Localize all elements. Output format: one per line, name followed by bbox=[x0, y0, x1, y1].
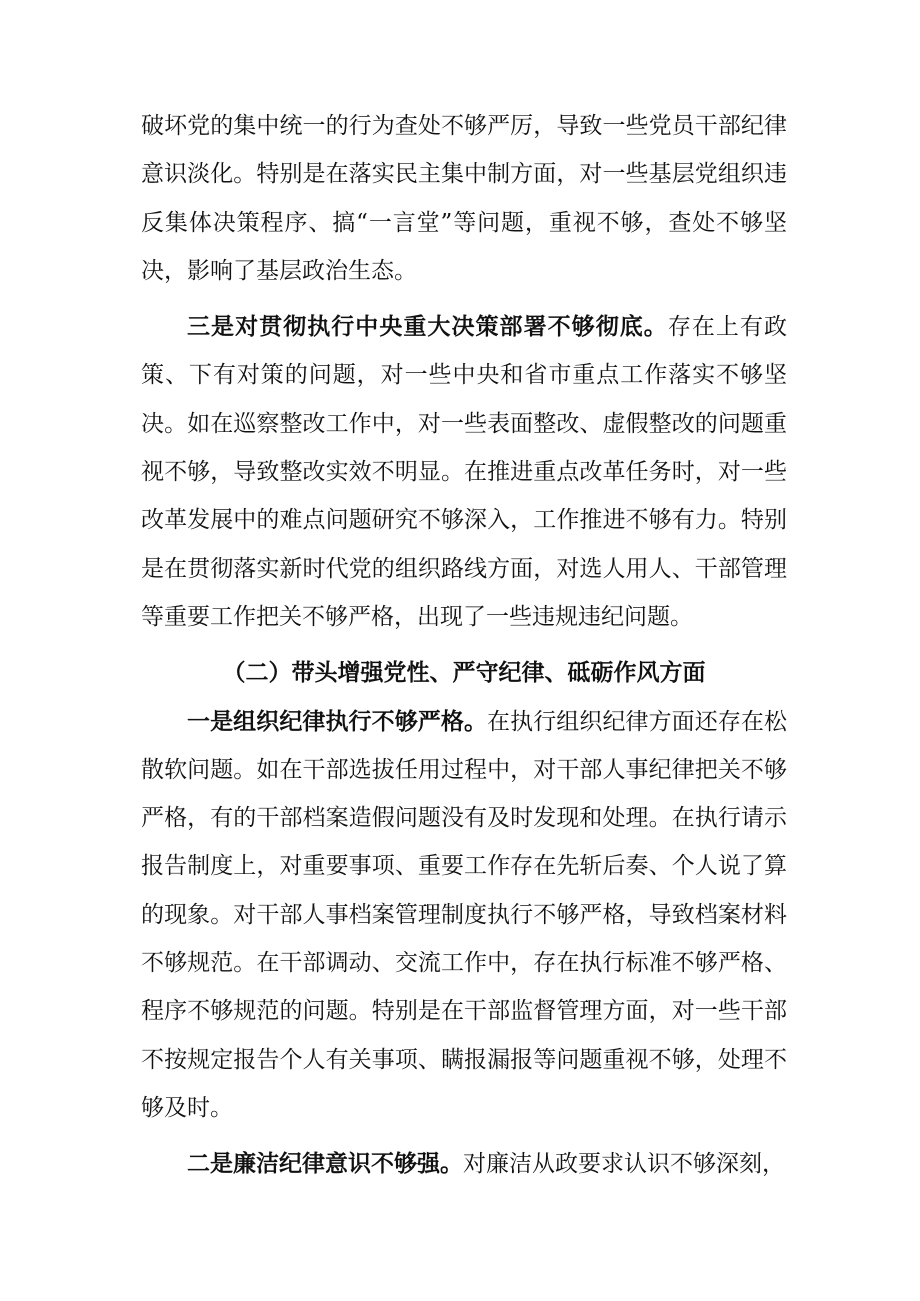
paragraph-text: 存在上有政策、下有对策的问题，对一些中央和省市重点工作落实不够坚决。如在巡察整改工作中，对一些表面整改、虚假整改的问题重视不够，导致整改实效不明显。在推进重点改革任务时，对一些改革发展中的难点问题研究不够深入，工作推进不够有力。特别是在贯彻落实新时代党的组织路线方面，对选人用人、干部管理等重要工作把关不够严格，出现了一些违规违纪问题。 bbox=[141, 314, 788, 630]
paragraph-heading: 一是组织纪律执行不够严格。 bbox=[187, 707, 488, 735]
document-page bbox=[141, 102, 787, 1189]
paragraph-heading: 二是廉洁纪律意识不够强。 bbox=[187, 1150, 463, 1178]
paragraph-first-point bbox=[141, 698, 787, 1133]
paragraph-heading: 三是对贯彻执行中央重大决策部署不够彻底。 bbox=[187, 313, 668, 341]
section-title: （二）带头增强党性、严守纪律、砥砺作风方面 bbox=[222, 659, 706, 687]
paragraph-second-point bbox=[141, 1140, 787, 1188]
paragraph-continued bbox=[141, 102, 787, 295]
paragraph-text: 在执行组织纪律方面还存在松散软问题。如在干部选拔任用过程中，对干部人事纪律把关不够严格，有的干部档案造假问题没有及时发现和处理。在执行请示报告制度上，对重要事项、重要工作存在先斩后奏、个人说了算的现象。对干部人事档案管理制度执行不够严格，导致档案材料不够规范。在干部调动、交流工作中，存在执行标准不够严格、程序不够规范的问题。特别是在干部监督管理方面，对一些干部不按规定报告个人有关事项、瞒报漏报等问题重视不够，处理不够及时。 bbox=[141, 708, 788, 1121]
paragraph-third-point bbox=[141, 303, 787, 641]
paragraph-text: 对廉洁从政要求认识不够深刻， bbox=[463, 1151, 785, 1178]
paragraph-text: 破坏党的集中统一的行为查处不够严厉，导致一些党员干部纪律意识淡化。特别是在落实民主集中制方面，对一些基层党组织违反集体决策程序、搞“一言堂”等问题，重视不够，查处不够坚决，影响了基层政治生态。 bbox=[141, 113, 787, 284]
